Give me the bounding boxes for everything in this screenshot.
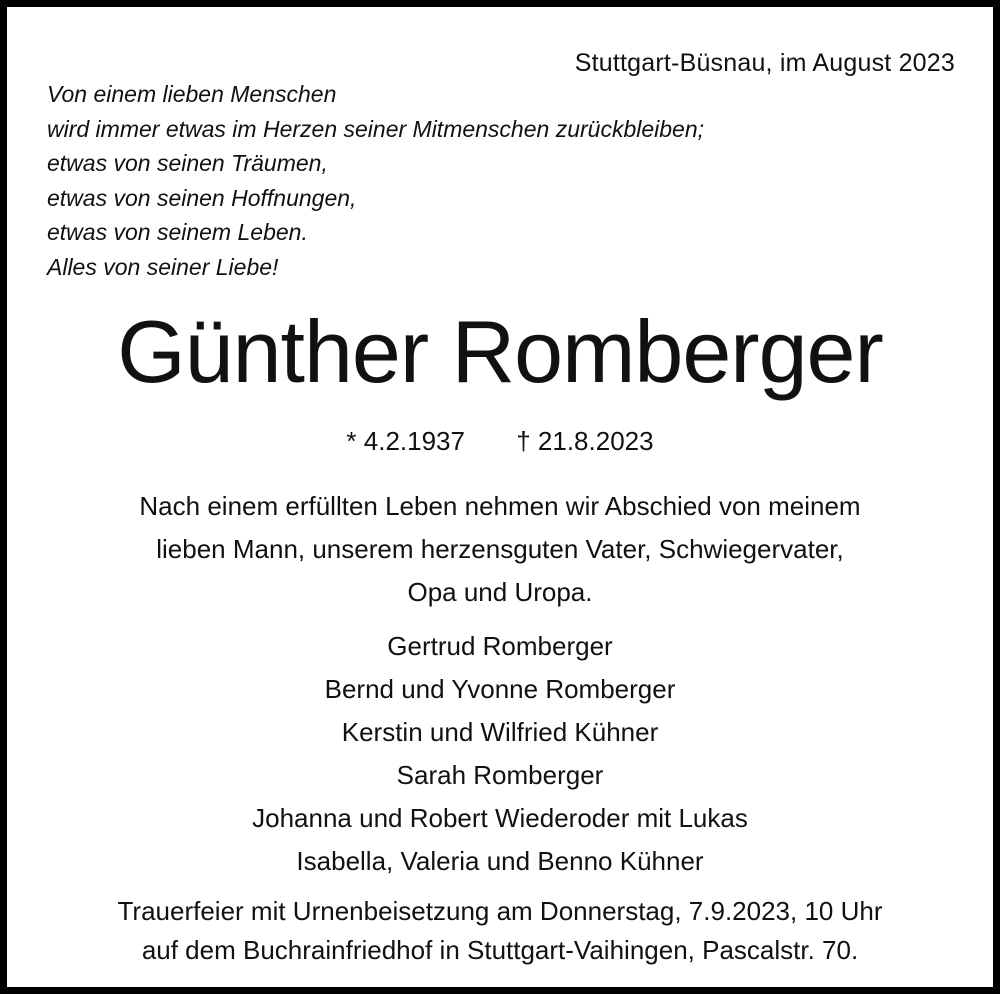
poem-line: etwas von seinen Hoffnungen, bbox=[47, 184, 357, 211]
mourners-list bbox=[7, 625, 993, 883]
farewell-message bbox=[7, 485, 993, 614]
mourner-name: Johanna und Robert Wiederoder mit Lukas bbox=[252, 803, 748, 833]
poem bbox=[47, 77, 704, 284]
mourner-name: Gertrud Romberger bbox=[387, 631, 613, 661]
funeral-line: Trauerfeier mit Urnenbeisetzung am Donnerstag, 7.9.2023, 10 Uhr bbox=[117, 896, 883, 926]
poem-line: etwas von seinem Leben. bbox=[47, 219, 308, 245]
funeral-details bbox=[7, 892, 993, 970]
poem-line: wird immer etwas im Herzen seiner Mitmenschen zurückbleiben; bbox=[47, 115, 705, 142]
mourner-name: Sarah Romberger bbox=[396, 760, 604, 790]
mourner-name: Bernd und Yvonne Romberger bbox=[324, 674, 676, 704]
mourner-name: Kerstin und Wilfried Kühner bbox=[341, 717, 659, 747]
poem-line: Alles von seiner Liebe! bbox=[47, 253, 279, 280]
message-line: lieben Mann, unserem herzensguten Vater, Schwiegervater, bbox=[156, 534, 844, 564]
life-dates bbox=[7, 422, 993, 460]
funeral-line: auf dem Buchrainfriedhof in Stuttgart-Vaihingen, Pascalstr. 70. bbox=[141, 935, 859, 965]
death-date: † 21.8.2023 bbox=[516, 426, 654, 456]
deceased-name: Günther Romberger bbox=[117, 302, 883, 401]
place-date: Stuttgart-Büsnau, im August 2023 bbox=[574, 49, 955, 77]
message-line: Opa und Uropa. bbox=[407, 577, 593, 607]
mourner-name: Isabella, Valeria und Benno Kühner bbox=[296, 846, 704, 876]
birth-date: * 4.2.1937 bbox=[346, 426, 465, 456]
poem-line: Von einem lieben Menschen bbox=[47, 81, 337, 107]
poem-line: etwas von seinen Träumen, bbox=[47, 150, 328, 176]
message-line: Nach einem erfüllten Leben nehmen wir Abschied von meinem bbox=[139, 491, 861, 521]
